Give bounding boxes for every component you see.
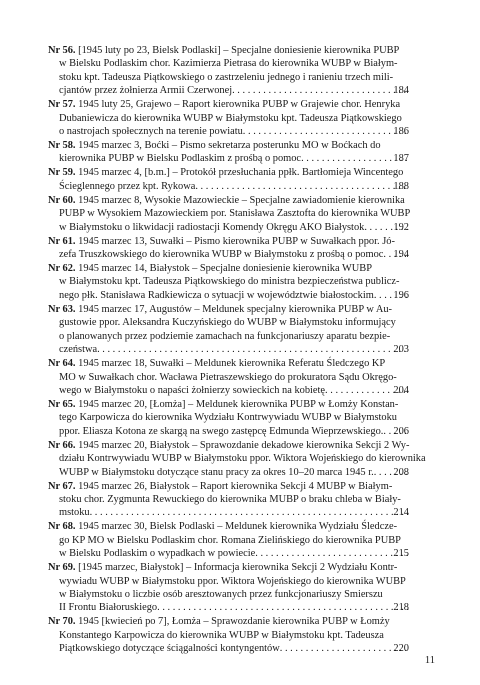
- document-number: Nr 65.: [48, 398, 76, 410]
- toc-entry-line: [48, 166, 409, 179]
- entry-text: gustowie ppor. Aleksandra Kuczyńskiego do WUBP w Białymstoku informujący: [59, 317, 396, 329]
- toc-entry-line: [48, 84, 409, 97]
- toc-entry-line: [48, 207, 409, 220]
- entry-text: zefa Truszkowskiego do kierownika WUBP w Białymstoku z prośbą o pomoc: [59, 249, 384, 261]
- toc-entry: [48, 520, 435, 560]
- toc-entry: [48, 357, 435, 397]
- toc-entry-line: [48, 466, 409, 479]
- document-number: Nr 67.: [48, 480, 76, 492]
- entry-text: 1945 marzec 20, [Łomża] – Meldunek kierownika PUBP w Łomży Konstan-: [78, 398, 399, 410]
- entry-text: wywiadu WUBP w Białymstoku ppor. Wiktora Wojeńskiego do kierownika WUBP: [59, 575, 406, 587]
- toc-entry: [48, 561, 435, 615]
- entry-text: PUBP w Wysokiem Mazowieckiem por. Stanisława Zasztofta do kierownika WUBP: [59, 208, 411, 220]
- toc-entry-line: [48, 547, 409, 560]
- table-of-contents: [48, 44, 435, 656]
- toc-entry-line: [48, 452, 426, 465]
- toc-entry: [48, 398, 435, 438]
- toc-entry-line: [48, 248, 409, 261]
- entry-text: stoku kpt. Tadeusza Piątkowskiego o zastrzeleniu jednego i ranieniu trzech mili-: [59, 71, 394, 83]
- document-number: Nr 62.: [48, 263, 76, 275]
- entry-text: o nastrojach społecznych na terenie powiatu: [59, 126, 243, 138]
- toc-entry-line: [48, 139, 409, 152]
- entry-text: ppor. Eliasza Kotona ze skargą na swego zastępcę Edmunda Wieprzewskiego.: [59, 425, 384, 437]
- page-ref: 208: [393, 466, 409, 478]
- toc-entry-line: [48, 588, 409, 601]
- toc-entry-line: [48, 411, 409, 424]
- page-ref: 203: [393, 344, 409, 356]
- toc-entry: [48, 98, 435, 138]
- document-number: Nr 57.: [48, 99, 76, 111]
- toc-entry-line: [48, 221, 409, 234]
- toc-entry: [48, 139, 435, 166]
- entry-text: 1945 marzec 13, Suwałki – Pismo kierownika PUBP w Suwałkach ppor. Jó-: [78, 235, 395, 247]
- toc-entry: [48, 235, 435, 262]
- toc-entry-line: [48, 303, 409, 316]
- toc-entry-line: [48, 615, 409, 628]
- toc-entry-line: [48, 425, 409, 438]
- document-number: Nr 61.: [48, 235, 76, 247]
- entry-text: nego płk. Stanisława Radkiewicza o sytuacji w województwie białostockim: [59, 289, 374, 301]
- entry-text: 1945 marzec 8, Wysokie Mazowieckie – Specjalne zawiadomienie kierownika: [78, 194, 405, 206]
- document-number: Nr 64.: [48, 358, 76, 370]
- page-ref: 184: [393, 85, 409, 97]
- entry-text: WUBP w Białymstoku dotyczące stanu pracy za okres 10–20 marca 1945 r.: [59, 466, 374, 478]
- page-number: 11: [424, 655, 435, 666]
- entry-text: Ścieglennego przez kpt. Rykowa: [59, 180, 196, 192]
- page-ref: 220: [393, 643, 409, 655]
- entry-text: kierownika PUBP w Bielsku Podlaskim z prośbą o pomoc: [59, 153, 302, 165]
- toc-entry-line: [48, 506, 409, 519]
- toc-entry-line: [48, 357, 409, 370]
- entry-text: w Białymstoku o likwidacji radiostacji Komendy Okręgu AKO Białystok: [59, 221, 365, 233]
- page-ref: 196: [393, 289, 409, 301]
- toc-entry: [48, 194, 435, 234]
- toc-entry: [48, 166, 435, 193]
- document-number: Nr 60.: [48, 194, 76, 206]
- toc-entry-line: [48, 194, 409, 207]
- toc-entry-line: [48, 629, 409, 642]
- toc-entry: [48, 439, 435, 479]
- entry-text: w Bielsku Podlaskim o wypadkach w powiecie: [59, 548, 256, 560]
- entry-text: tego Karpowicza do kierownika Wydziału Kontrwywiadu WUBP w Białymstoku: [59, 412, 397, 424]
- toc-entry-line: [48, 561, 409, 574]
- document-number: Nr 56.: [48, 45, 76, 56]
- toc-entry: [48, 480, 435, 520]
- entry-text: [1945 marzec, Białystok] – Informacja kierownika Sekcji 2 Wydziału Kontr-: [78, 562, 398, 574]
- entry-text: 1945 marzec 3, Boćki – Pismo sekretarza posterunku MO w Boćkach do: [78, 140, 381, 152]
- toc-entry-line: [48, 575, 409, 588]
- entry-text: Konstantego Karpowicza do kierownika WUBP w Białymstoku kpt. Tadeusza: [59, 629, 384, 641]
- toc-entry-line: [48, 125, 409, 138]
- entry-text: cjantów przez żołnierza Armii Czerwonej: [59, 85, 233, 97]
- toc-entry: [48, 44, 435, 98]
- dot-leader: [90, 506, 409, 519]
- entry-text: go KP MO w Bielsku Podlaskim chor. Romana Zielińskiego do kierownika PUBP: [59, 534, 401, 546]
- entry-text: stoku chor. Zygmunta Rewuckiego do kierownika MUBP o braku chleba w Biały-: [59, 493, 401, 505]
- entry-text: 1945 marzec 4, [b.m.] – Protokół przesłuchania ppłk. Bartłomieja Wincentego: [78, 167, 404, 179]
- toc-entry-line: [48, 642, 409, 655]
- entry-text: 1945 marzec 20, Białystok – Sprawozdanie dekadowe kierownika Sekcji 2 Wy-: [78, 439, 410, 451]
- page-ref: 194: [393, 249, 409, 261]
- dot-leader: [195, 180, 409, 193]
- document-number: Nr 59.: [48, 167, 76, 179]
- document-number: Nr 66.: [48, 439, 76, 451]
- entry-text: w Bielsku Podlaskim chor. Kazimierza Pietrasa do kierownika WUBP w Białym-: [59, 58, 398, 70]
- toc-entry: [48, 303, 435, 357]
- toc-entry-line: [48, 235, 409, 248]
- page-ref: 214: [393, 507, 409, 519]
- toc-entry-line: [48, 152, 409, 165]
- toc-entry: [48, 262, 435, 302]
- page-ref: 206: [393, 425, 409, 437]
- page-ref: 215: [393, 548, 409, 560]
- entry-text: w Białymstoku kpt. Tadeusza Piątkowskiego do ministra bezpieczeństwa publicz-: [59, 276, 400, 288]
- toc-entry-line: [48, 480, 409, 493]
- entry-text: wego w Białymstoku o napaści żołnierzy sowieckich na kobietę: [59, 384, 326, 396]
- toc-entry-line: [48, 601, 409, 614]
- toc-entry-line: [48, 44, 409, 57]
- entry-text: 1945 marzec 14, Białystok – Specjalne doniesienie kierownika WUBP: [78, 263, 372, 275]
- toc-entry-line: [48, 98, 409, 111]
- entry-text: 1945 luty 25, Grajewo – Raport kierownika PUBP w Grajewie chor. Henryka: [78, 99, 401, 111]
- entry-text: Piątkowskiego dotyczące ściągalności kontyngentów: [59, 643, 280, 655]
- document-number: Nr 70.: [48, 616, 76, 628]
- dot-leader: [157, 601, 409, 614]
- entry-text: MO w Suwałkach chor. Wacława Pietraszewskiego do prokuratora Sądu Okręgo-: [59, 371, 397, 383]
- entry-text: II Frontu Białoruskiego: [59, 602, 158, 614]
- toc-entry-line: [48, 534, 409, 547]
- toc-entry-line: [48, 439, 409, 452]
- toc-entry-line: [48, 371, 409, 384]
- entry-text: o planowanych przez podziemie zamachach na funkcjonariuszy aparatu bezpie-: [59, 330, 391, 342]
- entry-text: mstoku: [59, 507, 90, 519]
- toc-entry-line: [48, 289, 409, 302]
- toc-entry-line: [48, 112, 409, 125]
- toc-entry: [48, 615, 435, 655]
- page-ref: 188: [393, 180, 409, 192]
- page-ref: 204: [393, 384, 409, 396]
- toc-entry-line: [48, 71, 409, 84]
- toc-entry-line: [48, 262, 409, 275]
- entry-text: czeństwa: [59, 344, 98, 356]
- toc-entry-line: [48, 275, 409, 288]
- entry-text: 1945 marzec 26, Białystok – Raport kierownika Sekcji 4 MUBP w Białym-: [78, 480, 393, 492]
- toc-entry-line: [48, 520, 409, 533]
- toc-entry-line: [48, 57, 409, 70]
- entry-text: 1945 [kwiecień po 7], Łomża – Sprawozdanie kierownika PUBP w Łomży: [78, 616, 390, 628]
- toc-entry-line: [48, 493, 409, 506]
- page-ref: 192: [393, 221, 409, 233]
- dot-leader: [97, 343, 409, 356]
- entry-text: [1945 luty po 23, Bielsk Podlaski] – Specjalne doniesienie kierownika PUBP: [78, 45, 400, 56]
- toc-entry-line: [48, 398, 409, 411]
- entry-text: działu Kontrwywiadu WUBP w Białymstoku ppor. Wiktora Wojeńskiego do kierownika: [59, 453, 426, 465]
- entry-text: 1945 marzec 17, Augustów – Meldunek specjalny kierownika PUBP w Au-: [78, 303, 393, 315]
- toc-entry-line: [48, 180, 409, 193]
- page-ref: 186: [393, 126, 409, 138]
- document-number: Nr 58.: [48, 140, 76, 152]
- toc-entry-line: [48, 316, 409, 329]
- entry-text: w Białymstoku o liczbie osób aresztowanych przez funkcjonariuszy Smierszu: [59, 588, 383, 600]
- toc-entry-line: [48, 343, 409, 356]
- entry-text: 1945 marzec 30, Bielsk Podlaski – Meldunek kierownika Wydziału Śledcze-: [78, 521, 398, 533]
- toc-entry-line: [48, 384, 409, 397]
- document-number: Nr 68.: [48, 521, 76, 533]
- page-ref: 218: [393, 602, 409, 614]
- toc-entry-line: [48, 330, 409, 343]
- document-number: Nr 69.: [48, 562, 76, 574]
- entry-text: Dubaniewicza do kierownika WUBP w Białymstoku kpt. Tadeusza Piątkowskiego: [59, 112, 402, 124]
- entry-text: 1945 marzec 18, Suwałki – Meldunek kierownika Referatu Śledczego KP: [78, 358, 386, 370]
- page-ref: 187: [393, 153, 409, 165]
- document-number: Nr 63.: [48, 303, 76, 315]
